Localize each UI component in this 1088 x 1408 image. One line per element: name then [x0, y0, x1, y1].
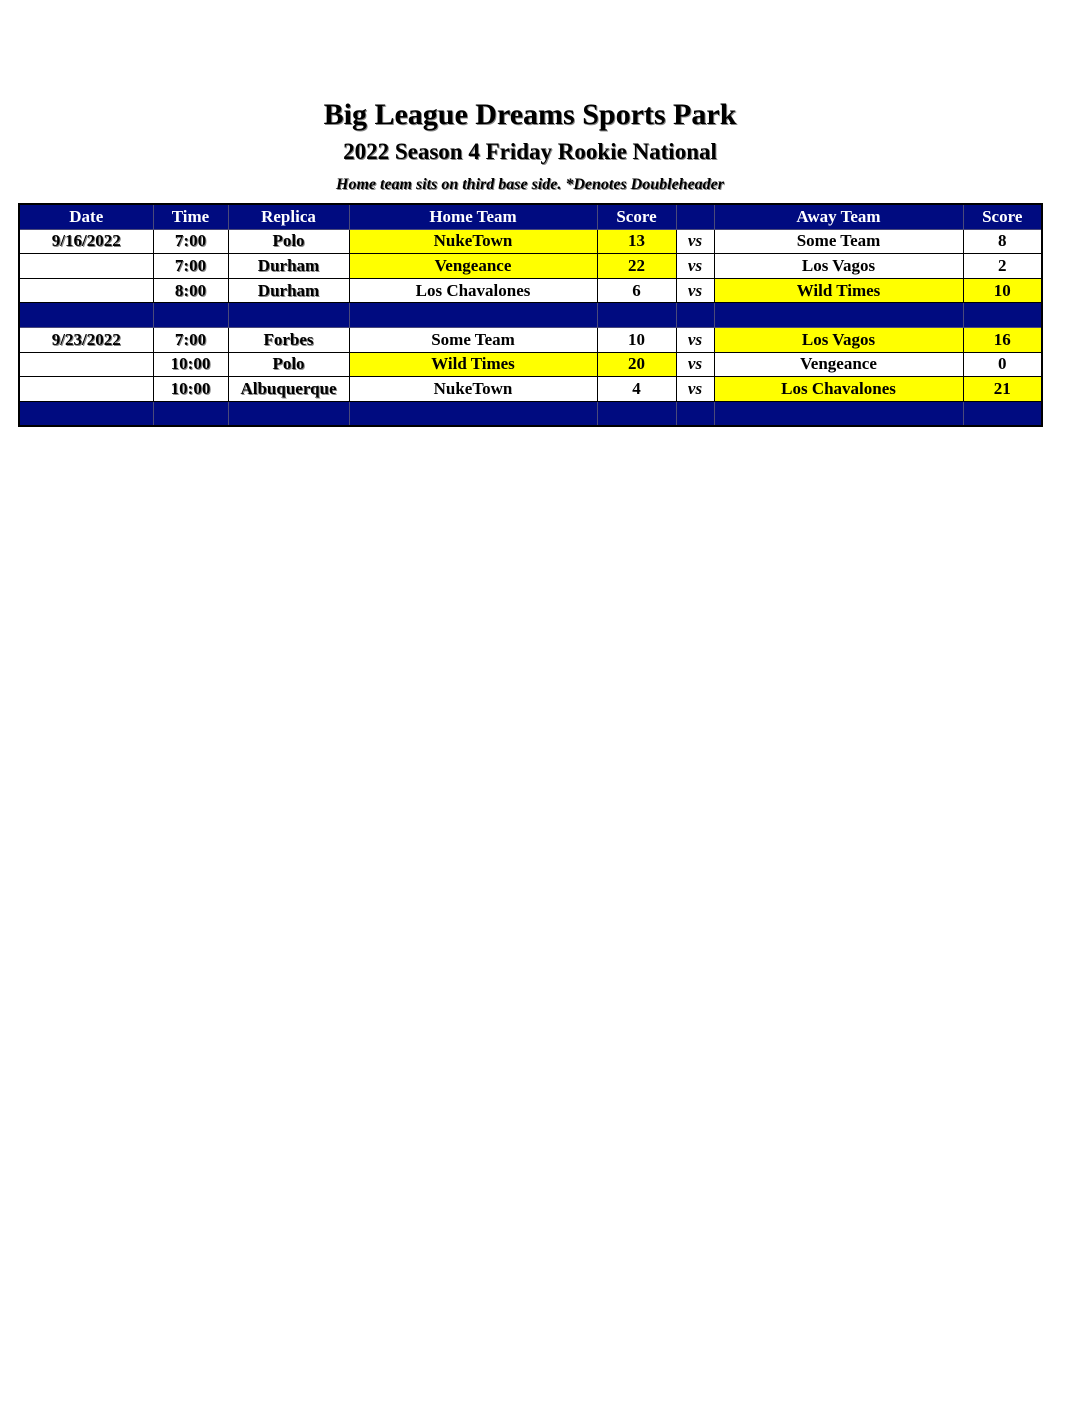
away-score-cell: 2 [963, 254, 1042, 279]
column-header-vs [676, 204, 714, 229]
column-header-away-team: Away Team [714, 204, 963, 229]
time-cell: 10:00 [153, 352, 228, 377]
table-row [19, 377, 1042, 402]
schedule-table [18, 203, 1043, 427]
separator-cell [597, 303, 676, 328]
column-header-time: Time [153, 204, 228, 229]
away-team-cell: Los Vagos [714, 254, 963, 279]
home-score-cell: 10 [597, 327, 676, 352]
away-score-cell: 10 [963, 278, 1042, 303]
page-subtitle: 2022 Season 4 Friday Rookie National [343, 139, 717, 164]
column-header-away-score: Score [963, 204, 1042, 229]
separator-cell [349, 303, 597, 328]
date-cell: 9/23/2022 [19, 327, 153, 352]
separator-row [19, 303, 1042, 328]
away-team-cell: Los Vagos [714, 327, 963, 352]
separator-cell [676, 401, 714, 426]
home-score-cell: 4 [597, 377, 676, 402]
date-cell [19, 352, 153, 377]
vs-cell: vs [676, 327, 714, 352]
separator-cell [963, 303, 1042, 328]
replica-cell: Polo [228, 229, 349, 254]
date-cell: 9/16/2022 [19, 229, 153, 254]
home-team-cell: Some Team [349, 327, 597, 352]
time-cell: 8:00 [153, 278, 228, 303]
replica-cell: Forbes [228, 327, 349, 352]
away-team-cell: Vengeance [714, 352, 963, 377]
vs-cell: vs [676, 377, 714, 402]
table-row [19, 327, 1042, 352]
separator-cell [676, 303, 714, 328]
date-cell [19, 377, 153, 402]
separator-cell [714, 401, 963, 426]
separator-cell [153, 401, 228, 426]
column-header-home-score: Score [597, 204, 676, 229]
replica-cell: Durham [228, 254, 349, 279]
separator-cell [228, 303, 349, 328]
vs-cell: vs [676, 352, 714, 377]
away-score-cell: 0 [963, 352, 1042, 377]
separator-row [19, 401, 1042, 426]
replica-cell: Albuquerque [228, 377, 349, 402]
separator-cell [349, 401, 597, 426]
away-team-cell: Los Chavalones [714, 377, 963, 402]
home-score-cell: 13 [597, 229, 676, 254]
separator-cell [714, 303, 963, 328]
home-score-cell: 6 [597, 278, 676, 303]
table-row [19, 278, 1042, 303]
replica-cell: Durham [228, 278, 349, 303]
replica-cell: Polo [228, 352, 349, 377]
table-row [19, 352, 1042, 377]
header-row [19, 204, 1042, 229]
vs-cell: vs [676, 278, 714, 303]
vs-cell: vs [676, 254, 714, 279]
column-header-home-team: Home Team [349, 204, 597, 229]
table-row [19, 254, 1042, 279]
home-score-cell: 22 [597, 254, 676, 279]
separator-cell [19, 401, 153, 426]
separator-cell [963, 401, 1042, 426]
home-score-cell: 20 [597, 352, 676, 377]
away-score-cell: 16 [963, 327, 1042, 352]
column-header-date: Date [19, 204, 153, 229]
away-team-cell: Wild Times [714, 278, 963, 303]
time-cell: 7:00 [153, 254, 228, 279]
separator-cell [228, 401, 349, 426]
away-score-cell: 8 [963, 229, 1042, 254]
home-team-cell: Vengeance [349, 254, 597, 279]
home-team-cell: NukeTown [349, 377, 597, 402]
separator-cell [19, 303, 153, 328]
separator-cell [153, 303, 228, 328]
away-team-cell: Some Team [714, 229, 963, 254]
date-cell [19, 254, 153, 279]
separator-cell [597, 401, 676, 426]
column-header-replica: Replica [228, 204, 349, 229]
time-cell: 10:00 [153, 377, 228, 402]
home-team-cell: Wild Times [349, 352, 597, 377]
schedule-note: Home team sits on third base side. *Denotes Doubleheader [336, 176, 724, 193]
date-cell [19, 278, 153, 303]
home-team-cell: NukeTown [349, 229, 597, 254]
away-score-cell: 21 [963, 377, 1042, 402]
table-row [19, 229, 1042, 254]
time-cell: 7:00 [153, 229, 228, 254]
time-cell: 7:00 [153, 327, 228, 352]
page-title: Big League Dreams Sports Park [323, 98, 737, 131]
vs-cell: vs [676, 229, 714, 254]
home-team-cell: Los Chavalones [349, 278, 597, 303]
